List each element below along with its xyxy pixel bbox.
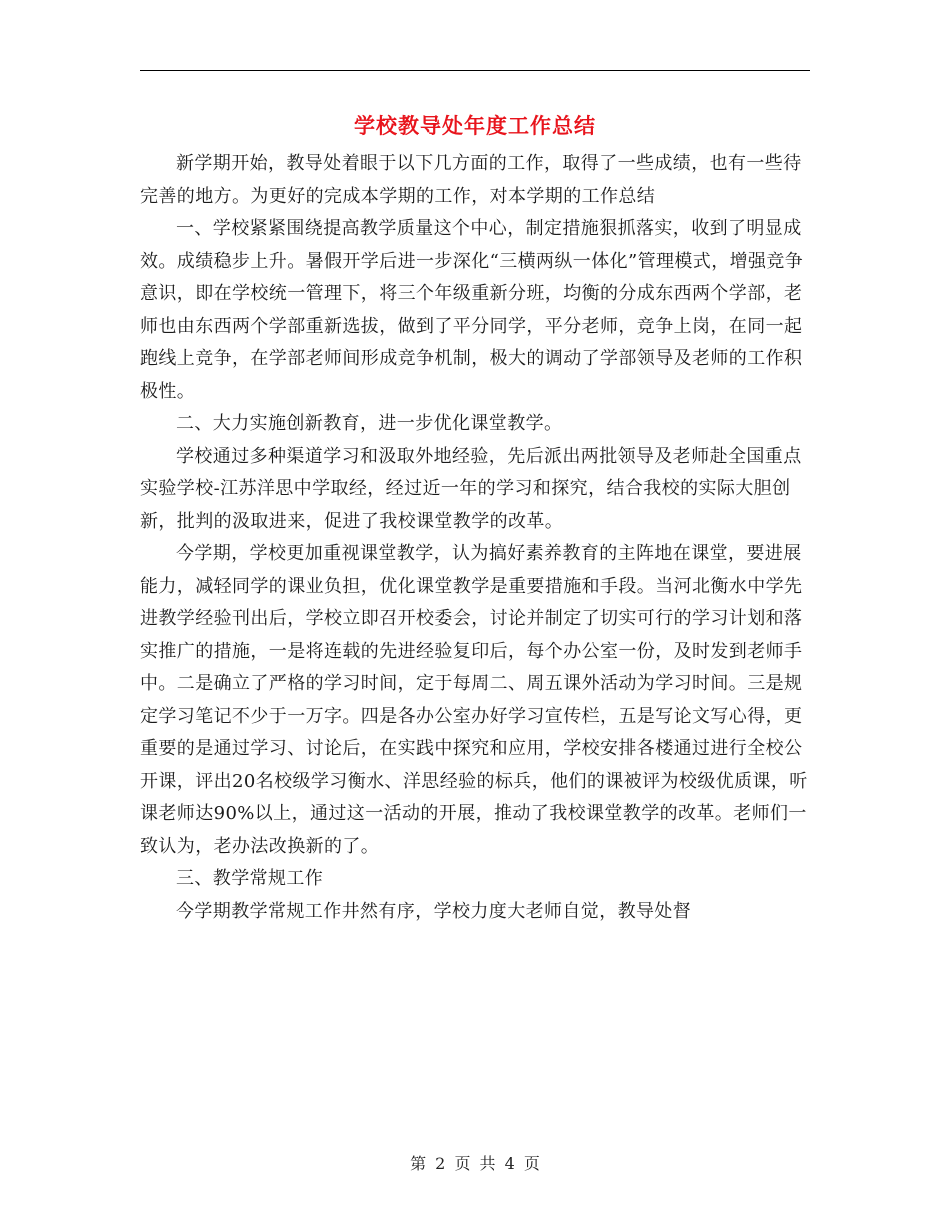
page-number-footer: 第 2 页 共 4 页 — [410, 1154, 540, 1173]
paragraph-section-2-heading: 二、大力实施创新教育，进一步优化课堂教学。 — [176, 413, 563, 434]
paragraph-section-3-heading: 三、教学常规工作 — [176, 868, 324, 889]
document-title: 学校教导处年度工作总结 — [354, 113, 596, 138]
document-body — [140, 148, 816, 928]
header-rule — [140, 70, 810, 71]
paragraph-section-1: 一、学校紧紧围绕提高教学质量这个中心，制定措施狠抓落实，收到了明显成效。成绩稳步上升。暑假开学后进一步深化“三横两纵一体化”管理模式，增强竞争意识，即在学校统一管理下，将三个年级重新分班，均衡的分成东西两个学部，老师也由东西两个学部重新选拔，做到了平分同学，平分老师，竞争上岗，在同一起跑线上竞争，在学部老师间形成竞争机制，极大的调动了学部领导及老师的工作积极性。 — [140, 218, 804, 402]
paragraph-section-2-body-1: 学校通过多种渠道学习和汲取外地经验，先后派出两批领导及老师赴全国重点实验学校-江苏洋思中学取经，经过近一年的学习和探究，结合我校的实际大胆创新，批判的汲取进来，促进了我校课堂教学的改革。 — [140, 445, 802, 532]
paragraph-section-2-body-2: 今学期，学校更加重视课堂教学，认为搞好素养教育的主阵地在课堂，要进展能力，减轻同学的课业负担，优化课堂教学是重要措施和手段。当河北衡水中学先进教学经验刊出后，学校立即召开校委会，讨论并制定了切实可行的学习计划和落实推广的措施，一是将连载的先进经验复印后，每个办公室一份，及时发到老师手中。二是确立了严格的学习时间，定于每周二、周五课外活动为学习时间。三是规定学习笔记不少于一万字。四是各办公室办好学习宣传栏，五是写论文写心得，更重要的是通过学习、讨论后，在实践中探究和应用，学校安排各楼通过进行全校公开课，评出20名校级学习衡水、洋思经验的标兵，他们的课被评为校级优质课，听课老师达90%以上，通过这一活动的开展，推动了我校课堂教学的改革。老师们一致认为，老办法改换新的了。 — [140, 543, 808, 857]
paragraph-intro: 新学期开始，教导处着眼于以下几方面的工作，取得了一些成绩，也有一些待完善的地方。为更好的完成本学期的工作，对本学期的工作总结 — [140, 153, 802, 207]
paragraph-section-3-body: 今学期教学常规工作井然有序，学校力度大老师自觉，教导处督 — [176, 900, 692, 922]
